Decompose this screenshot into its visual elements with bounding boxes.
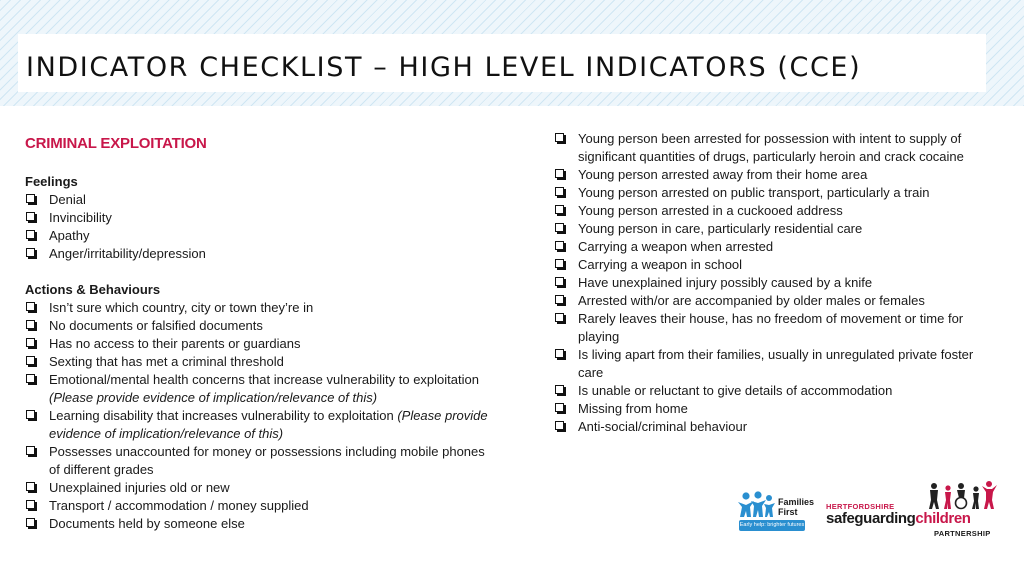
checkbox-icon [26,212,35,221]
checklist-item [25,299,495,317]
indicators-list [554,130,984,436]
checkbox-icon [26,410,35,419]
checkbox-icon [555,421,564,430]
checklist-item-text: Transport / accommodation / money supplied [49,498,309,513]
checklist-item-text: Young person arrested on public transport, particularly a train [578,185,930,200]
checklist-item-text: Invincibility [49,210,112,225]
checklist-item [25,209,495,227]
checklist-item-note: (Please provide evidence of implication/relevance of this) [49,408,488,441]
families-first-name [778,497,814,517]
checklist-item-text: Emotional/mental health concerns that increase vulnerability to exploitation [49,372,479,387]
checklist-item-text: Learning disability that increases vulnerability to exploitation [49,408,398,423]
checklist-item [25,353,495,371]
checkbox-icon [555,187,564,196]
checklist-item-text: Young person in care, particularly residential care [578,221,863,236]
families-first-tagline: Early help: brighter futures [739,520,805,531]
checklist-item-text: Carrying a weapon in school [578,257,743,272]
checklist-item [25,317,495,335]
checkbox-icon [26,248,35,257]
checklist-item-text: Missing from home [578,401,688,416]
checkbox-icon [26,374,35,383]
checkbox-icon [555,277,564,286]
checklist-item-text: Apathy [49,228,90,243]
checklist-item [554,400,984,418]
checkbox-icon [26,518,35,527]
checklist-item [25,191,495,209]
hscp-name-part1: safeguarding [826,510,916,527]
checklist-item-text: No documents or falsified documents [49,318,263,333]
checklist-item-text: Young person been arrested for possession with intent to supply of significant quantities of drugs, particularly heroin and crack cocaine [578,131,964,164]
checklist-item [25,371,495,407]
actions-heading: Actions & Behaviours [25,282,161,297]
checklist-item-text: Have unexplained injury possibly caused by a knife [578,275,873,290]
hscp-name [826,511,971,527]
checkbox-icon [555,295,564,304]
checkbox-icon [26,302,35,311]
checklist-item-text: Documents held by someone else [49,516,245,531]
checklist-item [554,310,984,346]
hscp-name-part2: children [915,510,971,527]
checklist-item [25,335,495,353]
checklist-item-text: Sexting that has met a criminal threshold [49,354,284,369]
checklist-item [554,292,984,310]
checkbox-icon [555,205,564,214]
hscp-partnership: PARTNERSHIP [934,529,991,538]
checklist-item-text: Unexplained injuries old or new [49,480,230,495]
section-heading: CRIMINAL EXPLOITATION [25,135,207,152]
checkbox-icon [26,338,35,347]
checklist-item [554,184,984,202]
checkbox-icon [555,349,564,358]
actions-list [25,299,495,533]
checklist-item-text: Carrying a weapon when arrested [578,239,774,254]
checkbox-icon [555,223,564,232]
checklist-item [554,220,984,238]
feelings-heading: Feelings [25,174,78,189]
checklist-item-text: Rarely leaves their house, has no freedom of movement or time for playing [578,311,964,344]
checkbox-icon [26,230,35,239]
checklist-item-note: (Please provide evidence of implication/relevance of this) [49,390,378,405]
checklist-item-text: Isn’t sure which country, city or town they’re in [49,300,314,315]
checkbox-icon [26,356,35,365]
families-first-logo [737,491,817,535]
checkbox-icon [555,403,564,412]
checklist-item [25,443,495,479]
checklist-item-text: Has no access to their parents or guardians [49,336,301,351]
hscp-county: HERTFORDSHIRE [826,502,895,511]
checklist-item [25,227,495,245]
checkbox-icon [555,385,564,394]
checkbox-icon [26,320,35,329]
checklist-item [554,130,984,166]
checkbox-icon [555,259,564,268]
right-column [554,130,984,436]
checklist-item-text: Is unable or reluctant to give details of accommodation [578,383,893,398]
checklist-item [25,515,495,533]
hertfordshire-safeguarding-logo [826,480,998,540]
checklist-item [554,166,984,184]
checkbox-icon [26,482,35,491]
left-column [25,134,495,533]
checkbox-icon [26,500,35,509]
checklist-item [554,238,984,256]
checkbox-icon [26,446,35,455]
checklist-item-text: Denial [49,192,86,207]
checkbox-icon [555,133,564,142]
families-first-figures-icon [737,491,777,521]
checklist-item [554,202,984,220]
checklist-item [25,479,495,497]
checklist-item [554,256,984,274]
families-first-line2: First [778,507,798,517]
checklist-item [25,497,495,515]
checklist-item [25,245,495,263]
feelings-list [25,191,495,263]
checkbox-icon [26,194,35,203]
checklist-item [554,382,984,400]
checkbox-icon [555,241,564,250]
checklist-item [554,346,984,382]
checkbox-icon [555,169,564,178]
page-title: INDICATOR CHECKLIST – HIGH LEVEL INDICATORS (CCE) [26,52,862,83]
checklist-item [25,407,495,443]
checklist-item-text: Possesses unaccounted for money or possessions including mobile phones of different grades [49,444,485,477]
families-first-line1: Families [778,497,815,507]
title-box [18,34,986,92]
checklist-item-text: Young person arrested in a cuckooed address [578,203,843,218]
checklist-item-text: Arrested with/or are accompanied by older males or females [578,293,925,308]
checklist-item-text: Is living apart from their families, usually in unregulated private foster care [578,347,974,380]
checklist-item [554,274,984,292]
checklist-item-text: Anti-social/criminal behaviour [578,419,748,434]
checklist-item-text: Anger/irritability/depression [49,246,206,261]
checklist-item-text: Young person arrested away from their home area [578,167,868,182]
checkbox-icon [555,313,564,322]
checklist-item [554,418,984,436]
safeguarding-figures-icon [926,480,998,510]
